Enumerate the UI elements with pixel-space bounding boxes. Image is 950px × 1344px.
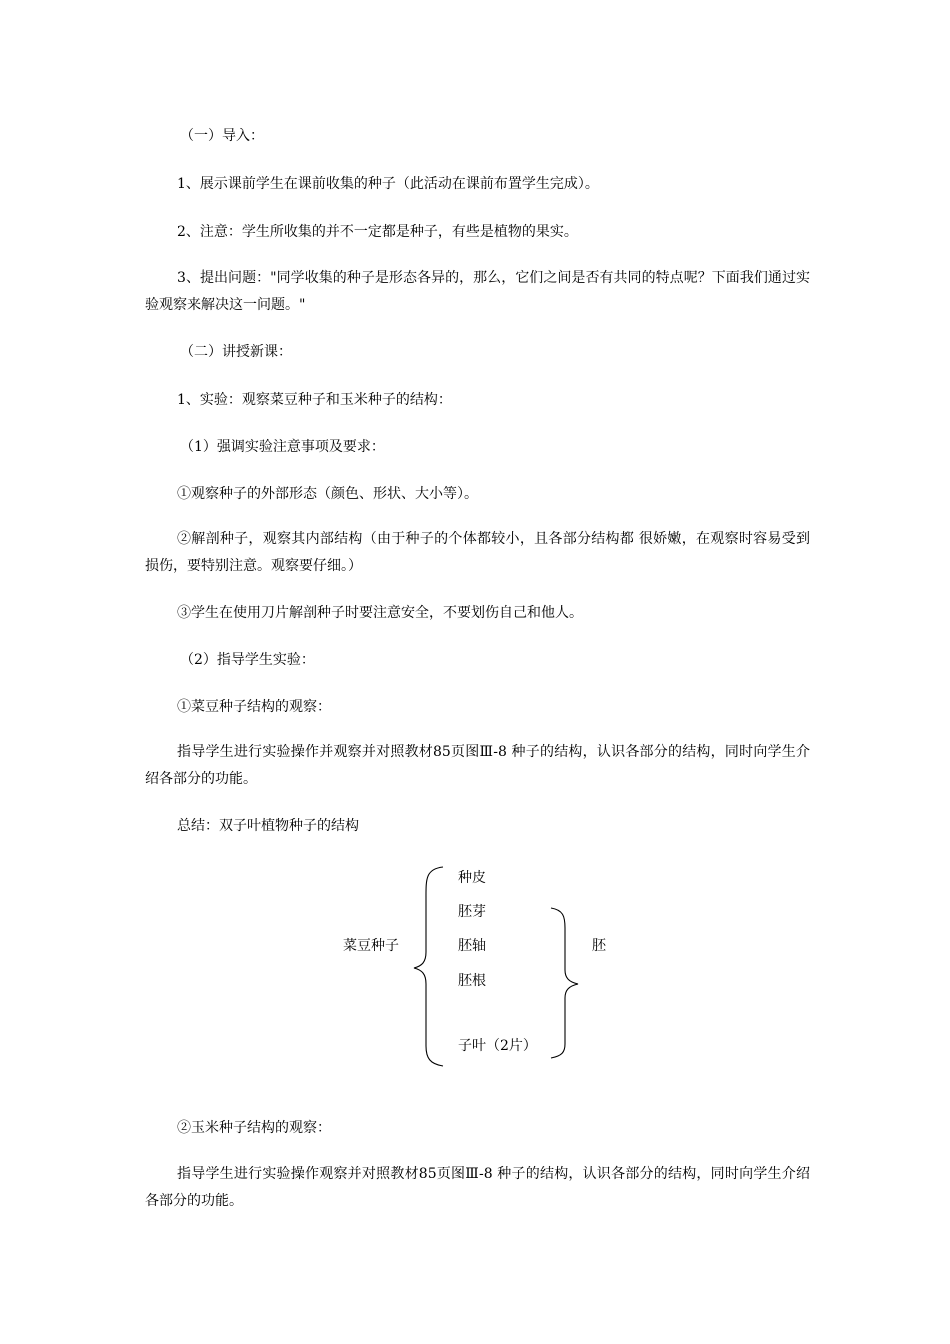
diagram-part-seed-coat: 种皮: [458, 870, 486, 886]
right-brace: [551, 908, 578, 1058]
bean-title: ①菜豆种子结构的观察：: [177, 699, 331, 715]
section2-heading: （二）讲授新课：: [180, 344, 292, 360]
note-1: ①观察种子的外部形态（颜色、形状、大小等）。: [177, 486, 478, 502]
note-3: ③学生在使用刀片解剖种子时要注意安全，不要划伤自己和他人。: [177, 605, 583, 621]
intro-item-1: 1、展示课前学生在课前收集的种子（此活动在课前布置学生完成）。: [177, 176, 599, 192]
bean-guide: 指导学生进行实验操作并观察并对照教材85页图Ⅲ-8 种子的结构，认识各部分的结构，同时向学生介绍各部分的功能。: [145, 744, 810, 787]
note-2: ②解剖种子，观察其内部结构（由于种子的个体都较小，且各部分结构都 很娇嫩，在观察时容易受到损伤，要特别注意。观察要仔细。）: [145, 531, 810, 574]
left-brace: [414, 867, 443, 1066]
bean-summary: 总结：双子叶植物种子的结构: [177, 818, 359, 834]
diagram-part-plumule: 胚芽: [458, 904, 486, 920]
corn-title: ②玉米种子结构的观察：: [177, 1120, 331, 1136]
subheading-requirements: （1）强调实验注意事项及要求：: [180, 439, 385, 455]
intro-item-3: 3、提出问题："同学收集的种子是形态各异的，那么，它们之间是否有共同的特点呢？下面我们通过实验观察来解决这一问题。": [145, 270, 810, 313]
intro-item-2: 2、注意：学生所收集的并不一定都是种子，有些是植物的果实。: [177, 224, 578, 240]
subheading-guide: （2）指导学生实验：: [180, 652, 315, 668]
experiment-title: 1、实验：观察菜豆种子和玉米种子的结构：: [177, 392, 452, 408]
diagram-part-radicle: 胚根: [458, 973, 486, 989]
corn-guide: 指导学生进行实验操作观察并对照教材85页图Ⅲ-8 种子的结构，认识各部分的结构，同时向学生介绍各部分的功能。: [145, 1166, 810, 1209]
diagram-part-hypocotyl: 胚轴: [458, 938, 486, 954]
diagram-group-embryo: 胚: [592, 938, 606, 954]
diagram-root-label: 菜豆种子: [343, 938, 399, 954]
section1-heading: （一）导入：: [180, 128, 264, 144]
diagram-part-cotyledon: 子叶（2片）: [458, 1038, 537, 1054]
